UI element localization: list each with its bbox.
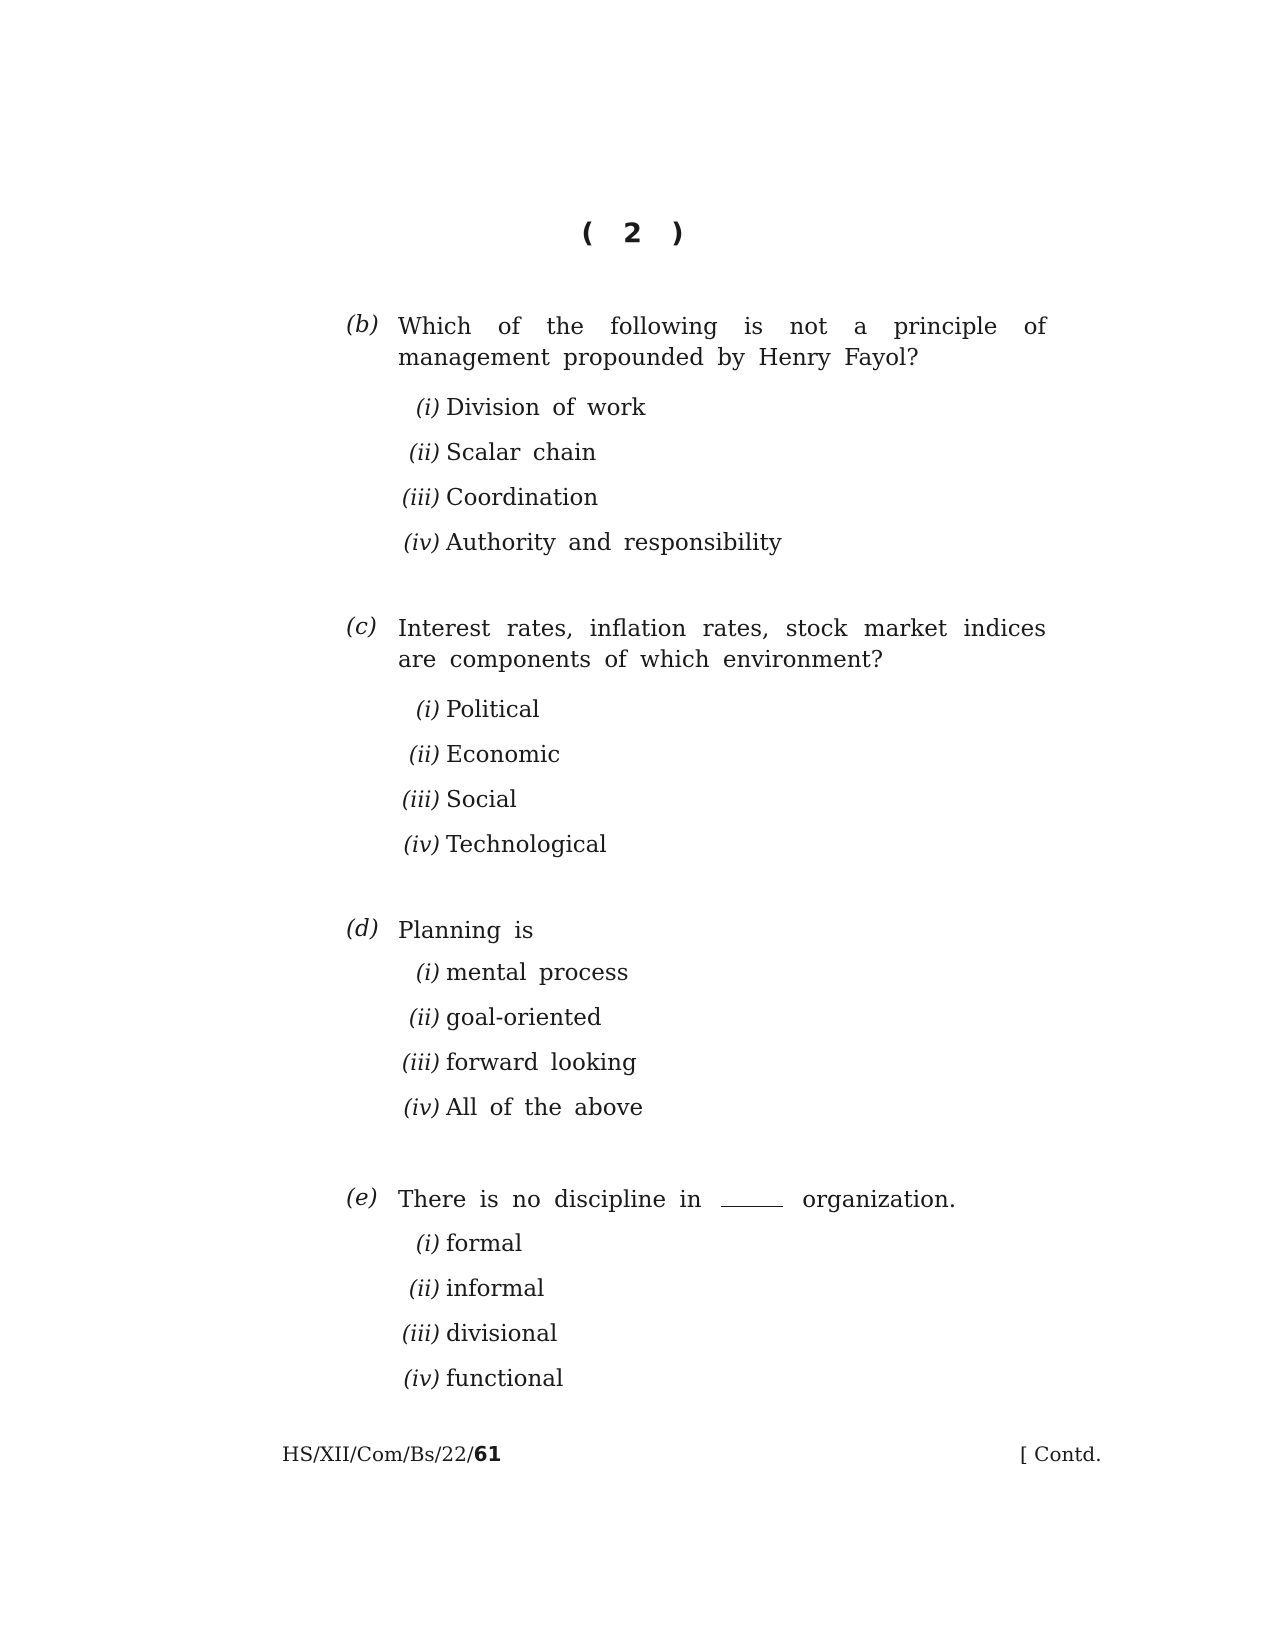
option-i xyxy=(346,1222,1046,1267)
option-label: (iv) xyxy=(403,833,440,858)
option-ii xyxy=(346,996,1046,1041)
option-iii xyxy=(346,476,1046,521)
paper-code-number: 61 xyxy=(473,1442,502,1466)
option-label: (iii) xyxy=(401,788,440,813)
option-label: (iii) xyxy=(401,486,440,511)
fill-in-blank xyxy=(721,1186,783,1207)
option-label: (ii) xyxy=(408,441,440,466)
option-text: formal xyxy=(446,1231,523,1257)
option-text: All of the above xyxy=(446,1095,644,1121)
option-text: informal xyxy=(446,1276,545,1302)
question-e xyxy=(346,1185,1046,1402)
option-iv xyxy=(346,823,1046,868)
question-text-after: organization. xyxy=(802,1187,957,1213)
option-label: (i) xyxy=(415,1232,440,1257)
option-label: (i) xyxy=(415,961,440,986)
option-text: Division of work xyxy=(446,395,646,421)
option-label: (iv) xyxy=(403,1367,440,1392)
option-label: (ii) xyxy=(408,743,440,768)
question-label: (c) xyxy=(346,614,377,640)
question-label: (b) xyxy=(346,312,379,338)
option-i xyxy=(346,951,1046,996)
option-label: (ii) xyxy=(408,1006,440,1031)
option-text: functional xyxy=(446,1366,564,1392)
option-text: Economic xyxy=(446,742,561,768)
option-label: (iv) xyxy=(403,1096,440,1121)
option-label: (iii) xyxy=(401,1322,440,1347)
option-label: (iii) xyxy=(401,1051,440,1076)
option-iv xyxy=(346,521,1046,566)
option-text: Technological xyxy=(446,832,607,858)
question-text: Planning is xyxy=(398,918,534,944)
option-i xyxy=(346,688,1046,733)
option-iii xyxy=(346,778,1046,823)
question-d xyxy=(346,916,1046,1131)
option-i xyxy=(346,386,1046,431)
question-b xyxy=(346,312,1046,566)
options-list xyxy=(346,951,1046,1131)
option-text: divisional xyxy=(446,1321,558,1347)
option-label: (iv) xyxy=(403,531,440,556)
page-number: ( 2 ) xyxy=(581,218,694,249)
option-text: Social xyxy=(446,787,517,813)
option-label: (ii) xyxy=(408,1277,440,1302)
option-text: Coordination xyxy=(446,485,599,511)
option-ii xyxy=(346,1267,1046,1312)
question-c xyxy=(346,614,1046,868)
option-label: (i) xyxy=(415,698,440,723)
options-list xyxy=(346,1222,1046,1402)
option-iii xyxy=(346,1041,1046,1086)
option-text: mental process xyxy=(446,960,629,986)
option-text: Scalar chain xyxy=(446,440,597,466)
question-label: (d) xyxy=(346,916,379,942)
option-iv xyxy=(346,1086,1046,1131)
option-iv xyxy=(346,1357,1046,1402)
question-text: Which of the following is not a principle of management propounded by Henry Fayol? xyxy=(398,314,1046,371)
option-text: Authority and responsibility xyxy=(446,530,782,556)
question-text-before: There is no discipline in xyxy=(398,1187,702,1213)
option-ii xyxy=(346,733,1046,778)
question-text xyxy=(398,1185,1046,1216)
option-text: Political xyxy=(446,697,540,723)
paper-code xyxy=(282,1442,501,1466)
paper-code-prefix: HS/XII/Com/Bs/22/ xyxy=(282,1442,474,1466)
option-text: forward looking xyxy=(446,1050,637,1076)
option-label: (i) xyxy=(415,396,440,421)
question-text: Interest rates, inflation rates, stock market indices are components of which environment? xyxy=(398,616,1046,673)
option-iii xyxy=(346,1312,1046,1357)
options-list xyxy=(346,386,1046,566)
option-text: goal-oriented xyxy=(446,1005,602,1031)
question-label: (e) xyxy=(346,1185,378,1211)
options-list xyxy=(346,688,1046,868)
option-ii xyxy=(346,431,1046,476)
contd-note: [ Contd. xyxy=(1020,1442,1102,1466)
